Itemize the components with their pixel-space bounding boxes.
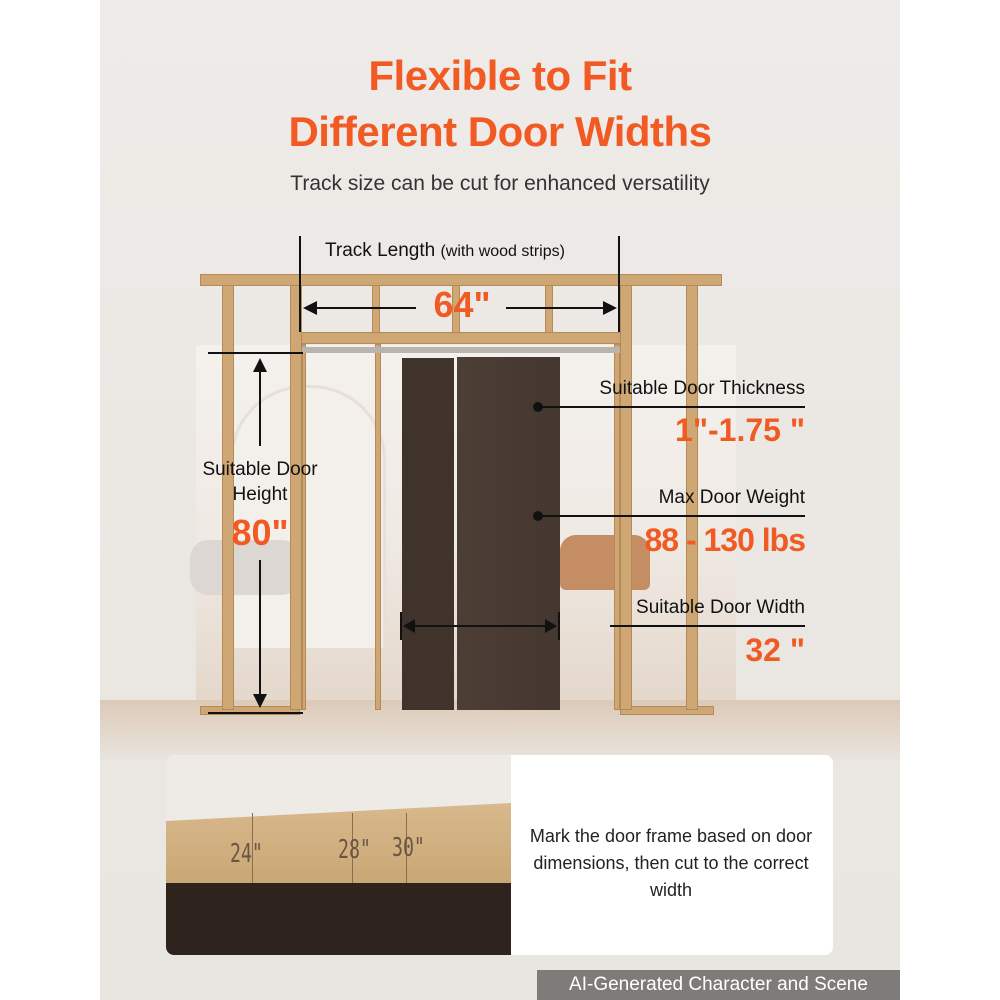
track-rail [302, 347, 620, 353]
width-mark-24: 24" [230, 839, 263, 869]
width-leader-line [610, 625, 805, 627]
track-length-label-note: (with wood strips) [440, 243, 565, 260]
height-arrowhead-top [253, 358, 267, 372]
cripple-stud-3 [545, 285, 553, 333]
door-width-value: 32 " [745, 632, 805, 668]
width-arrowhead-left [403, 619, 415, 633]
track-extension-left [299, 236, 301, 332]
bottom-plate-right [620, 706, 714, 715]
width-mark-28: 28" [338, 835, 371, 865]
headline-line-1: Flexible to Fit [368, 52, 632, 99]
door-weight-label: Max Door Weight [658, 487, 805, 508]
height-arrow-bottom-line [259, 560, 261, 698]
door-height-label-line-2: Height [232, 484, 288, 505]
headline-line-2: Different Door Widths [288, 108, 712, 155]
rear-door-panel [402, 358, 454, 710]
width-extension-left [400, 612, 402, 640]
header-beam [292, 332, 628, 344]
track-arrowhead-right [603, 301, 617, 315]
track-arrow-left-line [306, 307, 416, 309]
cripple-stud-1 [372, 285, 380, 333]
track-arrow-right-line [506, 307, 614, 309]
track-length-value: 64" [433, 284, 491, 325]
subtitle: Track size can be cut for enhanced versatility [290, 172, 710, 195]
width-arrowhead-right [545, 619, 557, 633]
weight-leader-line [540, 515, 805, 517]
height-arrow-top-line [259, 364, 261, 446]
door-height-label-line-1: Suitable Door [202, 459, 318, 480]
door-width-label: Suitable Door Width [636, 597, 805, 618]
door-thickness-label: Suitable Door Thickness [599, 378, 805, 399]
sliding-door-panel [457, 357, 560, 710]
thickness-leader-line [540, 406, 805, 408]
door-height-value: 80" [231, 512, 289, 553]
left-margin [0, 0, 100, 1000]
width-mark-30: 30" [392, 833, 425, 863]
height-arrowhead-bottom [253, 694, 267, 708]
track-extension-right [618, 236, 620, 332]
width-extension-right [558, 612, 560, 640]
detail-card-text: Mark the door frame based on door dimensions, then cut to the correct width [529, 826, 813, 900]
door-weight-value: 88 - 130 lbs [644, 522, 805, 558]
height-extension-bottom [208, 712, 303, 714]
ai-generated-watermark: AI-Generated Character and Scene [537, 970, 900, 1000]
door-thickness-value: 1"-1.75 " [675, 412, 805, 448]
height-extension-top [208, 352, 303, 354]
right-margin [900, 0, 1000, 1000]
track-length-label [325, 240, 565, 262]
frame-closeup-photo [166, 755, 511, 955]
jamb-mid [375, 344, 381, 710]
width-arrow-line [410, 625, 550, 627]
track-arrowhead-left [303, 301, 317, 315]
track-length-label-main: Track Length [325, 240, 436, 261]
door-top-edge [166, 883, 511, 955]
detail-card [166, 755, 833, 955]
